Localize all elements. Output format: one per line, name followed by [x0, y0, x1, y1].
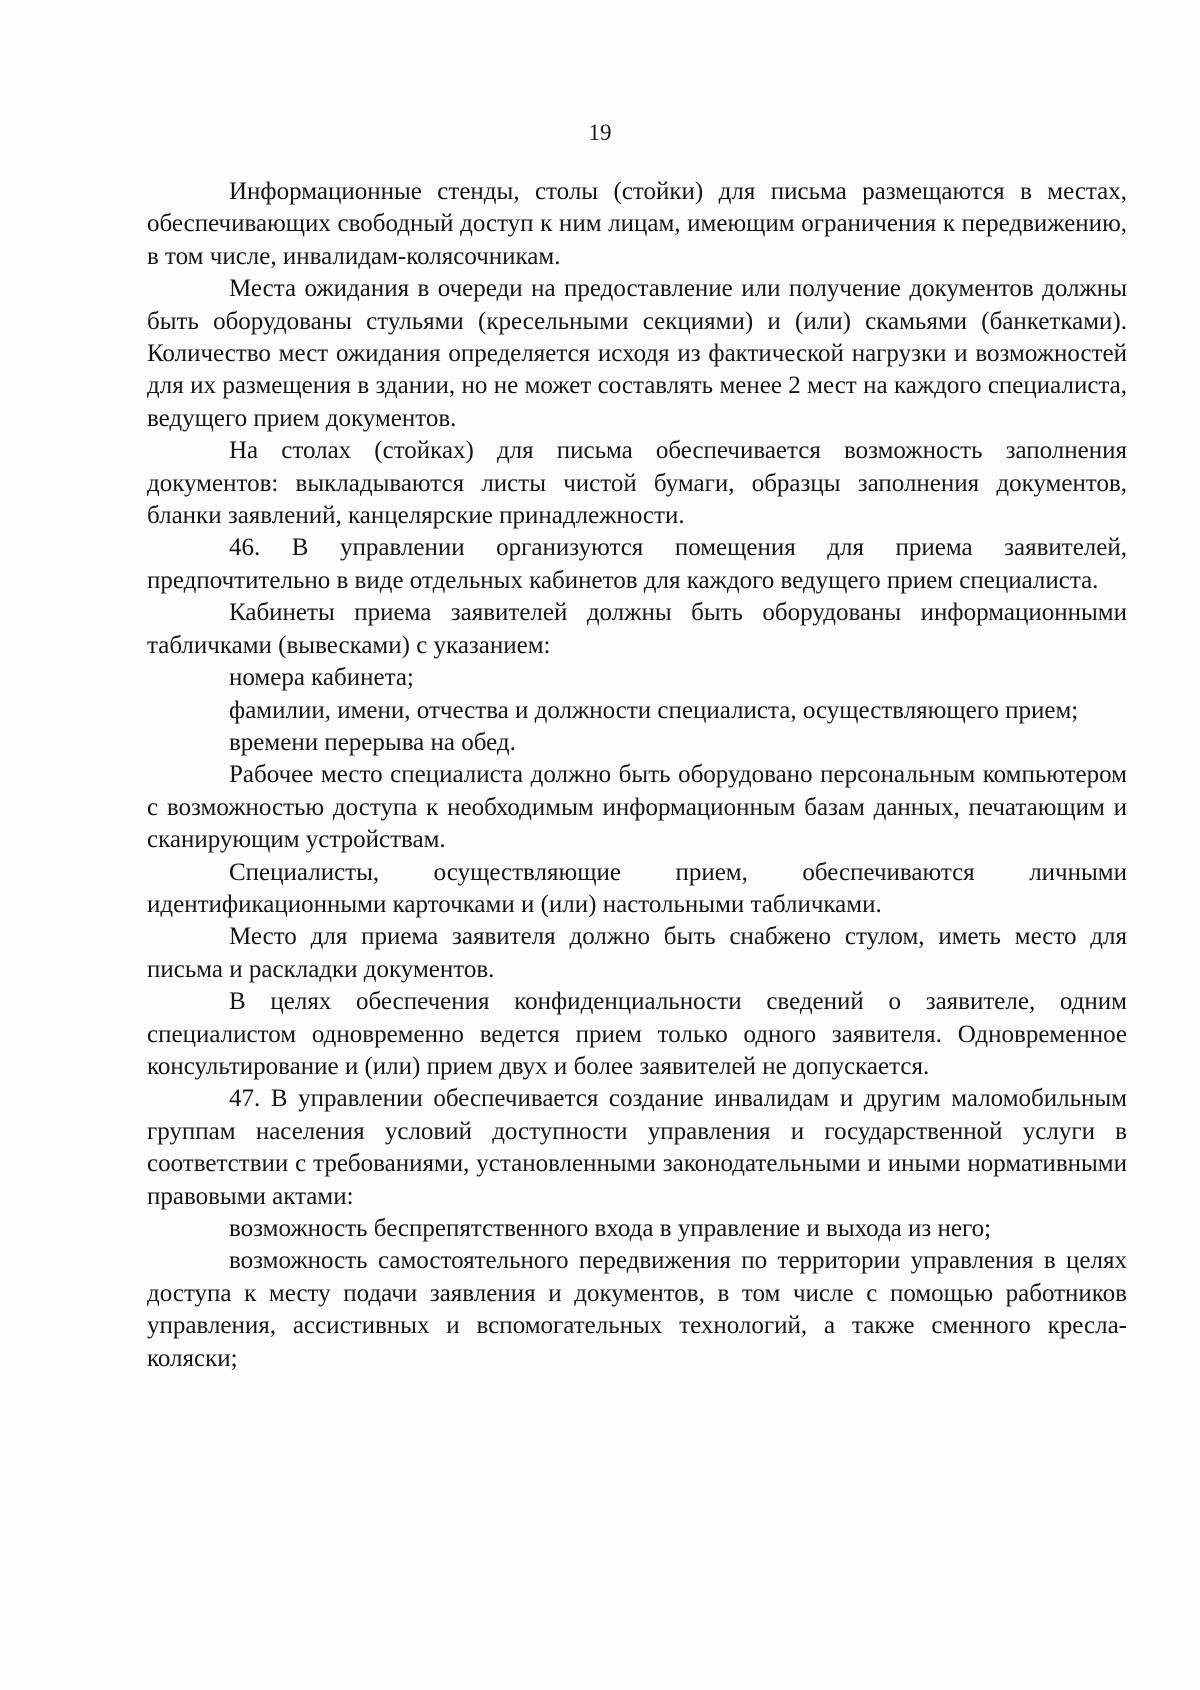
paragraph-writing-tables: На столах (стойках) для письма обеспечивается возможность заполнения документов: выкладываются листы чистой бумаги, образцы заполнения документов, бланки заявлений, канцелярские принадлежности.	[147, 437, 1127, 530]
list-item-lunch-break: времени перерыва на обед.	[229, 728, 516, 756]
paragraph-confidentiality: В целях обеспечения конфиденциальности сведений о заявителе, одним специалистом одновременно ведется прием только одного заявителя. Одновременное консультирование и (или) прием двух и более заявителей не допускается.	[147, 988, 1127, 1080]
document-body	[147, 176, 1127, 1375]
paragraph-id-cards: Специалисты, осуществляющие прием, обеспечиваются личными идентификационными карточками и (или) настольными табличками.	[147, 858, 1127, 918]
paragraph-waiting-places: Места ожидания в очереди на предоставление или получение документов должны быть оборудованы стульями (кресельными секциями) и (или) скамьями (банкетками). Количество мест ожидания определяется исходя из фактической нагрузки и возможностей для их размещения в здании, но не может составлять менее 2 мест на каждого специалиста, ведущего прием документов.	[147, 275, 1127, 432]
paragraph-workplace: Рабочее место специалиста должно быть оборудовано персональным компьютером с возможностью доступа к необходимым информационным базам данных, печатающим и сканирующим устройствам.	[147, 761, 1127, 854]
list-item-office-number: номера кабинета;	[229, 664, 414, 692]
page-number: 19	[588, 120, 612, 145]
paragraph-applicant-place: Место для приема заявителя должно быть снабжено стулом, иметь место для письма и раскладки документов.	[147, 923, 1127, 983]
paragraph-section-46: 46. В управлении организуются помещения для приема заявителей, предпочтительно в виде отдельных кабинетов для каждого ведущего прием специалиста.	[147, 534, 1127, 594]
paragraph-office-signs: Кабинеты приема заявителей должны быть оборудованы информационными табличками (вывесками) с указанием:	[147, 599, 1127, 659]
list-item-free-entry: возможность беспрепятственного входа в управление и выхода из него;	[229, 1215, 992, 1242]
list-item-independent-movement: возможность самостоятельного передвижения по территории управления в целях доступа к месту подачи заявления и документов, в том числе с помощью работников управления, ассистивных и вспомогательных технологий, а также сменного кресла-коляски;	[147, 1247, 1127, 1372]
list-item-specialist-name: фамилии, имени, отчества и должности специалиста, осуществляющего прием;	[229, 696, 1079, 724]
paragraph-info-stands: Информационные стенды, столы (стойки) для письма размещаются в местах, обеспечивающих свободный доступ к ним лицам, имеющим ограничения к передвижению, в том числе, инвалидам-колясочникам.	[147, 178, 1127, 270]
paragraph-section-47: 47. В управлении обеспечивается создание инвалидам и другим маломобильным группам населения условий доступности управления и государственной услуги в соответствии с требованиями, установленными законодательными и иными нормативными правовыми актами:	[147, 1085, 1127, 1210]
